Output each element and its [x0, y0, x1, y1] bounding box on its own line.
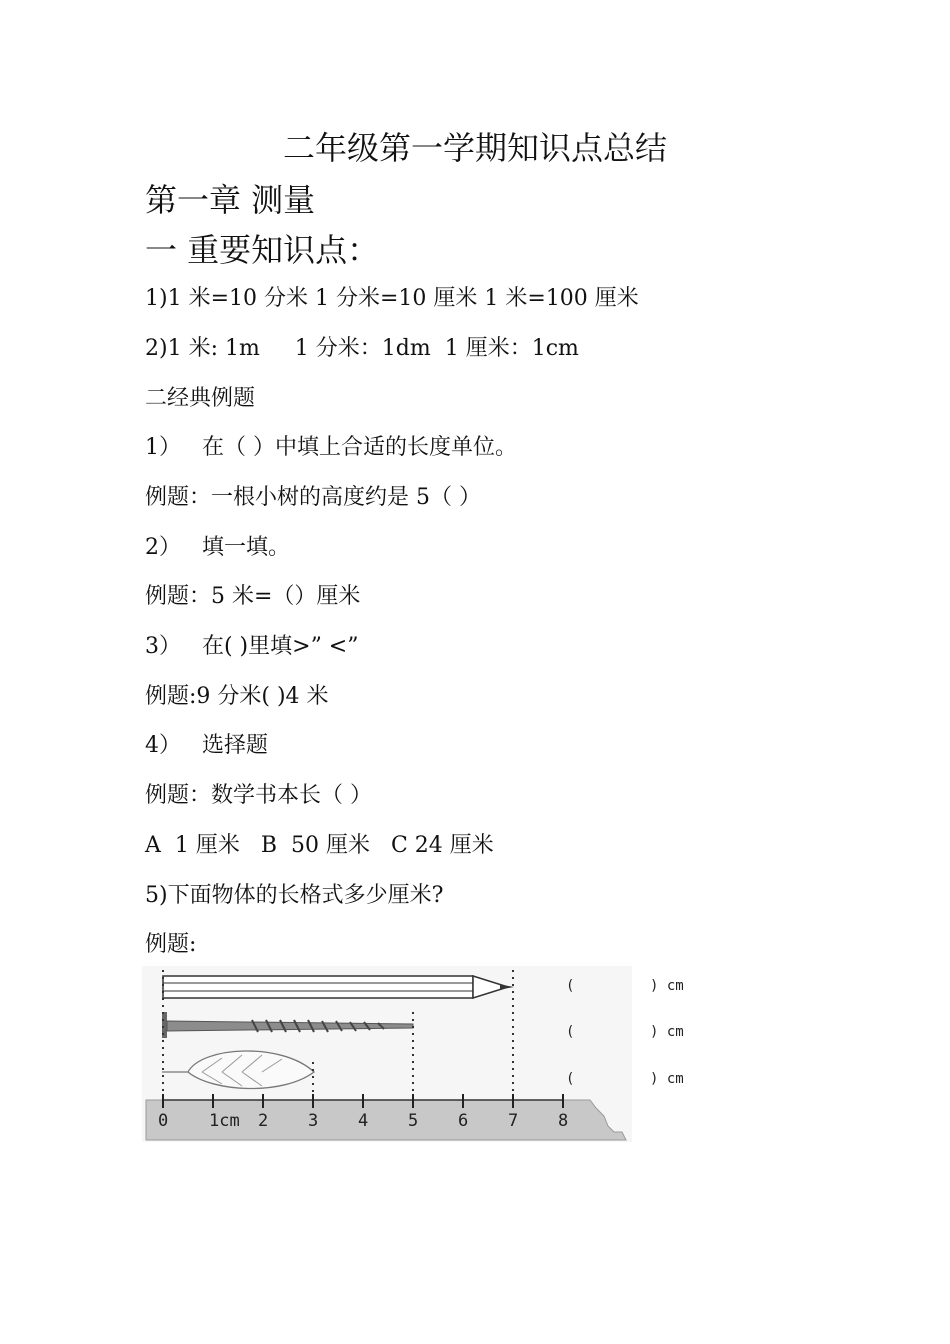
text-line: 例题:9 分米( )4 米: [145, 684, 329, 709]
text-line: 例题：5 米=（）厘米: [145, 584, 361, 609]
text-line: 1)1 米=10 分米 1 分米=10 厘米 1 米=100 厘米: [145, 286, 639, 311]
ruler-label-0: 0: [158, 1111, 169, 1131]
text-line: 例题：一根小树的高度约是 5（ ）: [145, 485, 481, 510]
text-line: 2） 填一填。: [145, 535, 290, 560]
text-line: 2)1 米: 1m 1 分米：1dm 1 厘米：1cm: [145, 336, 579, 361]
ruler-label-8: 8: [558, 1111, 569, 1131]
text-line: 3） 在( )里填>” <”: [145, 634, 359, 659]
answer-blank-unit: ) cm: [650, 1024, 684, 1040]
answer-blank-unit: ) cm: [650, 978, 684, 994]
chapter-heading: 第一章 测量: [145, 181, 316, 219]
text-line: 4） 选择题: [145, 733, 268, 758]
ruler-label-1cm: 1cm: [209, 1111, 240, 1131]
ruler-label-2: 2: [258, 1111, 269, 1131]
ruler-label-4: 4: [358, 1111, 369, 1131]
ruler-label-6: 6: [458, 1111, 469, 1131]
answer-blank-unit: ) cm: [650, 1071, 684, 1087]
text-line: 例题:: [145, 932, 197, 957]
text-line: A 1 厘米 B 50 厘米 C 24 厘米: [145, 833, 494, 858]
ruler-label-7: 7: [508, 1111, 519, 1131]
text-line: 1） 在（ ）中填上合适的长度单位。: [145, 435, 517, 460]
text-line: 二经典例题: [145, 386, 256, 411]
measurement-figure: [142, 966, 702, 1148]
page-title: 二年级第一学期知识点总结: [282, 129, 667, 167]
section-heading: 一 重要知识点：: [145, 231, 380, 269]
text-line: 5)下面物体的长格式多少厘米?: [145, 883, 444, 908]
pencil-illustration: [163, 976, 514, 998]
ruler-label-3: 3: [308, 1111, 319, 1131]
ruler-label-5: 5: [408, 1111, 419, 1131]
ruler: [146, 1094, 626, 1140]
answer-blank-open: (: [566, 978, 575, 994]
text-line: 例题：数学书本长（ ）: [145, 783, 372, 808]
answer-blank-open: (: [566, 1024, 575, 1040]
answer-blank-open: (: [566, 1071, 575, 1087]
